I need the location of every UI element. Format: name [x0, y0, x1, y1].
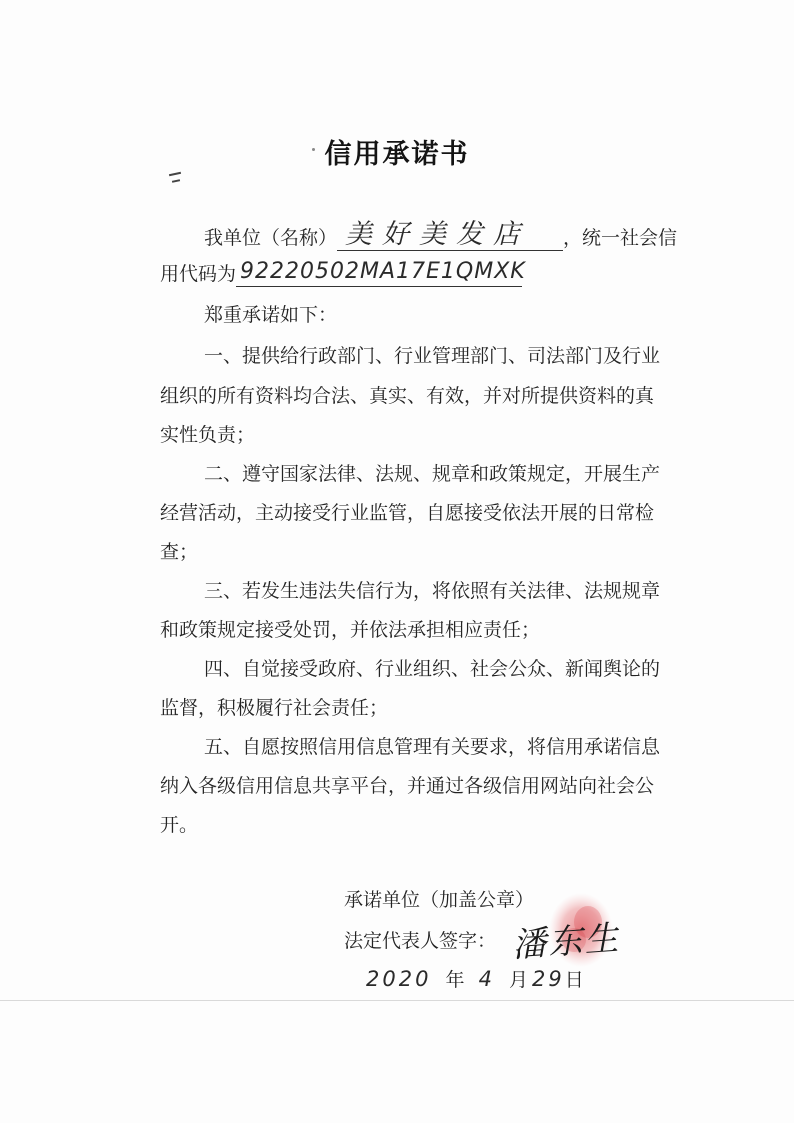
- credit-code-handwritten: 92220502MA17E1QMXK: [236, 258, 522, 287]
- pledging-unit-label: 承诺单位（加盖公章）: [344, 889, 535, 911]
- scan-speck: [172, 179, 180, 183]
- date-year-unit: 年: [445, 969, 465, 991]
- date-month-unit: 月: [508, 969, 528, 991]
- legal-rep-label: 法定代表人签字：: [344, 930, 497, 952]
- clause-1-line-2: 组织的所有资料均合法、真实、有效，并对所提供资料的真: [160, 385, 655, 407]
- clause-1-line-1: 一、提供给行政部门、行业管理部门、司法部门及行业: [204, 345, 661, 367]
- intro-line-2: [160, 258, 526, 287]
- clause-3-line-1: 三、若发生违法失信行为，将依照有关法律、法规规章: [204, 580, 661, 602]
- clause-5-line-2: 纳入各级信用信息共享平台，并通过各级信用网站向社会公: [160, 775, 655, 797]
- clause-5-line-3: 开。: [160, 814, 199, 836]
- clause-1-line-3: 实性负责；: [160, 424, 256, 446]
- clause-5-line-1: 五、自愿按照信用信息管理有关要求，将信用承诺信息: [204, 736, 661, 758]
- intro-line-1: [204, 220, 677, 251]
- signing-date: [366, 966, 584, 993]
- clause-2-line-3: 查；: [160, 541, 199, 563]
- company-name-handwritten: 美好美发店: [337, 220, 563, 251]
- document-title: 信用承诺书: [324, 139, 470, 170]
- clause-4-line-1: 四、自觉接受政府、行业组织、社会公众、新闻舆论的: [204, 658, 661, 680]
- date-day-unit: 日: [564, 969, 584, 991]
- legal-rep-signature: 潘东生: [510, 918, 622, 966]
- clause-4-line-2: 监督，积极履行社会责任；: [160, 697, 389, 719]
- intro-mid: ，统一社会信: [563, 227, 678, 249]
- intro-prefix: 我单位（名称）: [204, 227, 338, 249]
- clause-2-line-2: 经营活动，主动接受行业监管，自愿接受依法开展的日常检: [160, 502, 655, 524]
- scan-speck: [169, 172, 181, 176]
- date-month: 4: [478, 967, 495, 991]
- date-day: 29: [532, 967, 565, 991]
- code-prefix: 用代码为: [160, 263, 237, 285]
- pledge-lead: 郑重承诺如下：: [204, 304, 338, 326]
- scan-edge-line: [0, 1000, 794, 1001]
- date-year: 2020: [366, 967, 432, 991]
- clause-3-line-2: 和政策规定接受处罚，并依法承担相应责任；: [160, 619, 541, 641]
- clause-2-line-1: 二、遵守国家法律、法规、规章和政策规定，开展生产: [204, 463, 661, 485]
